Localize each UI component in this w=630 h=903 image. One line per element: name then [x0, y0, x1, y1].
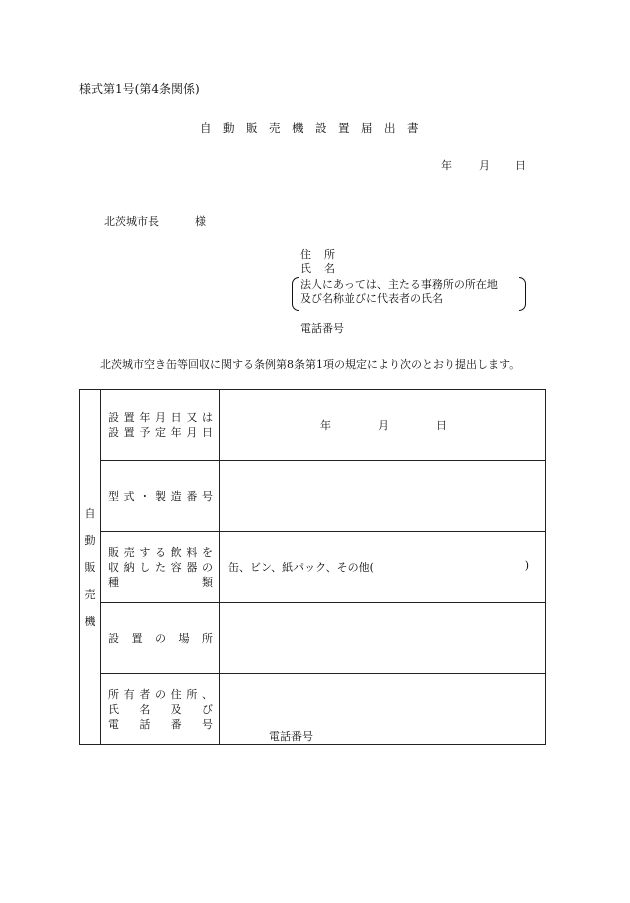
bracket-right	[519, 277, 526, 311]
owner-phone-label: 電話番号	[269, 730, 313, 743]
applicant-block	[300, 248, 335, 276]
addressee-honorific: 様	[195, 215, 206, 228]
document-title: 自動販売機設置届出書	[200, 121, 430, 135]
label-owner-info: 所有者の住所、 氏 名 及 び 電 話 番 号	[101, 674, 220, 745]
label-install-location: 設 置 の 場 所	[101, 603, 220, 674]
table-row	[80, 603, 546, 674]
label-container-type: 販売する飲料を 収納した容器の 種 類	[101, 532, 220, 603]
addressee	[104, 213, 206, 229]
date-month: 月	[479, 159, 490, 172]
corporation-note	[300, 278, 498, 306]
note-line-1: 法人にあっては、主たる事務所の所在地	[300, 278, 498, 291]
container-options: 缶、ビン、紙パック、その他(	[228, 561, 374, 574]
vending-machine-table	[79, 389, 546, 745]
label-model-number: 型式・製造番号	[101, 461, 220, 532]
table-row	[80, 532, 546, 603]
side-label: 自 動 販 売 機	[80, 390, 101, 745]
table-row	[80, 674, 546, 745]
label-install-date: 設置年月日又は 設置予定年月日	[101, 390, 220, 461]
statement-text: 北茨城市空き缶等回収に関する条例第8条第1項の規定により次のとおり提出します。	[100, 358, 521, 371]
date-year: 年	[441, 159, 452, 172]
address-label: 住 所	[300, 248, 335, 261]
name-label: 氏 名	[300, 262, 335, 275]
addressee-name: 北茨城市長	[104, 215, 159, 228]
table-row	[80, 390, 546, 461]
submission-date	[441, 157, 526, 173]
form-number: 様式第1号(第4条関係)	[79, 82, 200, 96]
value-year: 年	[320, 419, 331, 432]
value-owner-info[interactable]	[220, 674, 546, 745]
note-line-2: 及び名称並びに代表者の氏名	[300, 292, 443, 305]
applicant-phone-label: 電話番号	[300, 322, 344, 335]
value-container-type[interactable]	[220, 532, 546, 603]
container-close-paren: )	[524, 559, 529, 572]
bracket-left	[292, 277, 299, 311]
value-month: 月	[378, 419, 389, 432]
value-day: 日	[436, 419, 447, 432]
value-model-number[interactable]	[220, 461, 546, 532]
table-row	[80, 461, 546, 532]
value-install-location[interactable]	[220, 603, 546, 674]
date-day: 日	[515, 159, 526, 172]
value-install-date[interactable]	[220, 390, 546, 461]
